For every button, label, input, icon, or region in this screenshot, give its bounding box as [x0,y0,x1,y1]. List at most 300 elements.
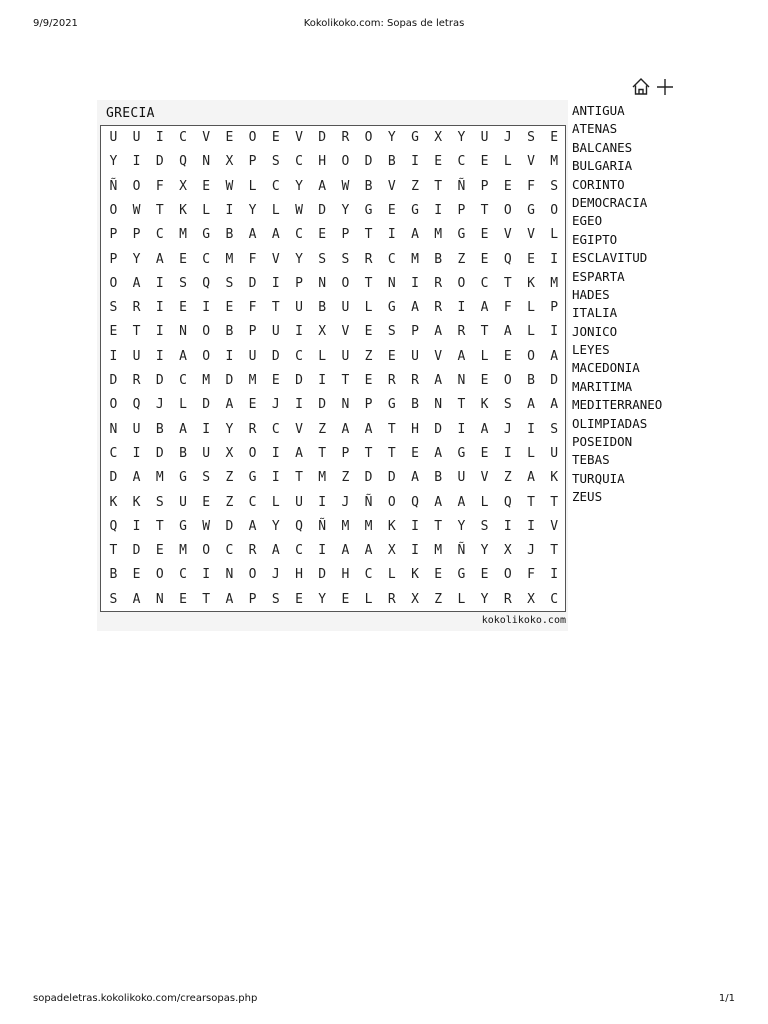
grid-cell[interactable]: C [457,154,466,170]
grid-cell[interactable]: U [132,421,141,437]
grid-cell[interactable]: G [457,227,466,243]
grid-cell[interactable]: D [550,373,559,388]
grid-cell[interactable]: K [387,518,396,534]
grid-cell[interactable]: L [387,567,396,583]
grid-cell[interactable]: R [457,324,466,340]
grid-cell[interactable]: I [271,470,280,486]
grid-cell[interactable]: Y [457,518,466,534]
grid-cell[interactable]: T [387,421,396,437]
grid-cell[interactable]: V [295,421,303,437]
grid-cell[interactable]: V [527,227,535,243]
grid-cell[interactable]: V [527,154,535,170]
grid-cell[interactable]: S [318,251,327,267]
grid-cell[interactable]: Y [225,421,234,437]
grid-cell[interactable]: Z [457,251,466,267]
grid-cell[interactable]: E [271,373,280,388]
grid-cell[interactable]: T [109,543,118,559]
grid-cell[interactable]: F [248,300,257,316]
grid-cell[interactable]: A [248,518,257,534]
grid-cell[interactable]: P [341,445,350,461]
grid-cell[interactable]: A [155,251,164,267]
grid-cell[interactable]: B [434,251,443,267]
grid-cell[interactable]: L [364,591,373,607]
grid-cell[interactable]: X [434,130,443,145]
grid-cell[interactable]: V [550,518,559,534]
grid-cell[interactable]: U [457,470,466,486]
grid-cell[interactable]: D [387,470,396,486]
grid-cell[interactable]: Z [364,348,373,364]
grid-cell[interactable]: I [202,300,211,316]
grid-cell[interactable]: D [318,397,327,413]
grid-cell[interactable]: C [225,543,234,559]
grid-cell[interactable]: O [109,202,118,218]
grid-cell[interactable]: Y [271,518,280,534]
grid-cell[interactable]: C [295,227,303,243]
grid-cell[interactable]: G [248,470,257,486]
grid-cell[interactable]: Q [179,154,187,170]
grid-cell[interactable]: A [411,227,419,243]
grid-cell[interactable]: M [364,518,373,534]
grid-cell[interactable]: A [411,300,419,316]
grid-cell[interactable]: B [179,445,187,461]
grid-cell[interactable]: O [248,445,257,461]
grid-cell[interactable]: S [109,591,118,607]
grid-cell[interactable]: G [387,397,396,413]
grid-cell[interactable]: H [411,421,419,437]
grid-cell[interactable]: A [179,421,187,437]
grid-cell[interactable]: A [434,373,443,388]
grid-cell[interactable]: O [341,154,350,170]
grid-cell[interactable]: E [202,178,211,194]
grid-cell[interactable]: V [202,130,211,145]
grid-cell[interactable]: K [109,494,118,510]
grid-cell[interactable]: S [550,178,559,194]
grid-cell[interactable]: E [480,227,489,243]
grid-cell[interactable]: C [271,421,280,437]
grid-cell[interactable]: D [318,567,327,583]
grid-cell[interactable]: M [341,518,350,534]
grid-cell[interactable]: J [271,567,280,583]
grid-cell[interactable]: L [271,494,280,510]
grid-cell[interactable]: R [503,591,512,607]
grid-cell[interactable]: I [202,421,211,437]
grid-cell[interactable]: X [225,445,234,461]
grid-cell[interactable]: M [225,251,234,267]
grid-cell[interactable]: Y [295,178,303,194]
grid-cell[interactable]: A [341,421,350,437]
grid-cell[interactable]: X [387,543,396,559]
grid-cell[interactable]: X [225,154,234,170]
grid-cell[interactable]: R [341,130,350,145]
grid-cell[interactable]: Ñ [364,494,373,510]
grid-cell[interactable]: E [503,348,512,364]
grid-cell[interactable]: N [202,154,211,170]
grid-cell[interactable]: Ñ [457,543,466,559]
grid-cell[interactable]: O [457,275,466,291]
grid-cell[interactable]: C [179,373,187,388]
grid-cell[interactable]: T [480,324,489,340]
grid-cell[interactable]: C [271,178,280,194]
grid-cell[interactable]: O [550,202,559,218]
grid-cell[interactable]: H [295,567,303,583]
grid-cell[interactable]: R [248,421,257,437]
grid-cell[interactable]: Q [503,251,512,267]
grid-cell[interactable]: O [202,543,211,559]
grid-cell[interactable]: O [341,275,350,291]
grid-cell[interactable]: T [527,494,535,510]
grid-cell[interactable]: S [179,275,187,291]
grid-cell[interactable]: K [179,202,187,218]
grid-cell[interactable]: Ñ [109,178,118,194]
grid-cell[interactable]: T [341,373,350,388]
grid-cell[interactable]: O [503,567,512,583]
grid-cell[interactable]: U [109,130,118,145]
grid-cell[interactable]: O [503,202,512,218]
grid-cell[interactable]: N [225,567,234,583]
grid-cell[interactable]: B [225,324,234,340]
grid-cell[interactable]: N [155,591,164,607]
grid-cell[interactable]: Z [341,470,350,486]
grid-cell[interactable]: C [179,567,187,583]
grid-cell[interactable]: S [155,494,164,510]
grid-cell[interactable]: X [318,324,327,340]
grid-cell[interactable]: I [550,567,559,583]
grid-cell[interactable]: Z [318,421,327,437]
grid-cell[interactable]: S [550,421,559,437]
grid-cell[interactable]: O [503,373,512,388]
grid-cell[interactable]: P [248,154,257,170]
grid-cell[interactable]: M [411,251,419,267]
grid-cell[interactable]: G [527,202,535,218]
grid-cell[interactable]: A [434,445,443,461]
grid-cell[interactable]: C [387,251,396,267]
grid-cell[interactable]: C [550,591,559,607]
grid-cell[interactable]: G [202,227,211,243]
grid-cell[interactable]: U [179,494,187,510]
grid-cell[interactable]: G [411,202,419,218]
grid-cell[interactable]: A [271,543,280,559]
grid-cell[interactable]: Ñ [457,178,466,194]
grid-cell[interactable]: T [202,591,211,607]
grid-cell[interactable]: B [411,397,419,413]
grid-cell[interactable]: E [434,567,443,583]
grid-cell[interactable]: Y [480,591,489,607]
grid-cell[interactable]: P [109,251,118,267]
grid-cell[interactable]: M [179,543,187,559]
grid-cell[interactable]: K [527,275,535,291]
grid-cell[interactable]: G [179,470,187,486]
grid-cell[interactable]: V [295,130,303,145]
grid-cell[interactable]: E [341,591,350,607]
grid-cell[interactable]: Q [503,494,512,510]
grid-cell[interactable]: D [434,421,443,437]
grid-cell[interactable]: Y [387,130,396,145]
grid-cell[interactable]: V [341,324,350,340]
grid-cell[interactable]: V [434,348,443,364]
grid-cell[interactable]: P [364,397,373,413]
grid-cell[interactable]: T [295,470,303,486]
grid-cell[interactable]: S [202,470,211,486]
grid-cell[interactable]: L [550,227,559,243]
grid-cell[interactable]: M [318,470,327,486]
grid-cell[interactable]: O [109,275,118,291]
grid-cell[interactable]: I [387,227,396,243]
grid-cell[interactable]: X [503,543,512,559]
grid-cell[interactable]: I [132,518,141,534]
grid-cell[interactable]: V [387,178,396,194]
grid-cell[interactable]: C [295,348,303,364]
grid-cell[interactable]: Z [503,470,512,486]
grid-cell[interactable]: I [411,518,419,534]
grid-cell[interactable]: U [248,348,257,364]
grid-cell[interactable]: A [132,591,141,607]
grid-cell[interactable]: O [248,567,257,583]
grid-cell[interactable]: E [364,373,373,388]
grid-cell[interactable]: E [480,251,489,267]
grid-cell[interactable]: G [457,567,466,583]
grid-cell[interactable]: A [411,470,419,486]
grid-cell[interactable]: G [179,518,187,534]
grid-cell[interactable]: T [480,202,489,218]
grid-cell[interactable]: A [527,397,535,413]
grid-cell[interactable]: A [364,421,373,437]
grid-cell[interactable]: L [480,494,489,510]
grid-cell[interactable]: T [434,178,443,194]
grid-cell[interactable]: W [225,178,234,194]
grid-cell[interactable]: P [411,324,419,340]
grid-cell[interactable]: A [271,227,280,243]
grid-cell[interactable]: E [503,178,512,194]
grid-cell[interactable]: U [295,300,303,316]
grid-cell[interactable]: I [132,154,141,170]
grid-cell[interactable]: A [179,348,187,364]
grid-cell[interactable]: D [155,445,164,461]
grid-cell[interactable]: T [457,397,466,413]
grid-cell[interactable]: T [155,518,164,534]
grid-cell[interactable]: D [225,518,234,534]
grid-cell[interactable]: C [480,275,489,291]
grid-cell[interactable]: C [155,227,164,243]
grid-cell[interactable]: V [503,227,512,243]
grid-cell[interactable]: A [364,543,373,559]
grid-cell[interactable]: U [341,348,350,364]
grid-cell[interactable]: I [411,154,419,170]
grid-cell[interactable]: I [155,348,164,364]
grid-cell[interactable]: E [179,300,187,316]
grid-cell[interactable]: Z [225,470,234,486]
grid-cell[interactable]: N [457,373,466,388]
grid-cell[interactable]: D [295,373,303,388]
grid-cell[interactable]: F [503,300,512,316]
grid-cell[interactable]: K [411,567,419,583]
grid-cell[interactable]: C [364,567,373,583]
grid-cell[interactable]: Q [202,275,211,291]
grid-cell[interactable]: Ñ [318,518,327,534]
grid-cell[interactable]: I [457,300,466,316]
grid-cell[interactable]: A [132,470,141,486]
grid-cell[interactable]: J [155,397,164,413]
grid-cell[interactable]: W [341,178,350,194]
grid-cell[interactable]: U [295,494,303,510]
grid-cell[interactable]: A [132,275,141,291]
grid-cell[interactable]: T [271,300,280,316]
grid-cell[interactable]: E [318,227,327,243]
grid-cell[interactable]: I [527,421,535,437]
grid-cell[interactable]: A [457,494,466,510]
grid-cell[interactable]: P [457,202,466,218]
grid-cell[interactable]: Y [295,251,303,267]
grid-cell[interactable]: J [341,494,350,510]
grid-cell[interactable]: E [411,445,419,461]
grid-cell[interactable]: R [132,300,141,316]
grid-cell[interactable]: T [434,518,443,534]
grid-cell[interactable]: P [132,227,141,243]
grid-cell[interactable]: G [411,130,419,145]
grid-cell[interactable]: S [480,518,489,534]
grid-cell[interactable]: R [387,373,396,388]
grid-cell[interactable]: U [480,130,489,145]
grid-cell[interactable]: R [248,543,257,559]
grid-cell[interactable]: A [527,470,535,486]
grid-cell[interactable]: M [550,154,559,170]
grid-cell[interactable]: A [341,543,350,559]
grid-cell[interactable]: I [318,373,327,388]
grid-cell[interactable]: K [550,470,559,486]
grid-cell[interactable]: A [225,591,234,607]
grid-cell[interactable]: E [179,251,187,267]
grid-cell[interactable]: D [155,373,164,388]
grid-cell[interactable]: T [364,227,373,243]
grid-cell[interactable]: N [387,275,396,291]
grid-cell[interactable]: I [318,543,327,559]
grid-cell[interactable]: D [364,154,373,170]
grid-cell[interactable]: E [225,130,234,145]
grid-cell[interactable]: X [179,178,187,194]
grid-cell[interactable]: J [271,397,280,413]
grid-cell[interactable]: Y [248,202,257,218]
grid-cell[interactable]: U [132,348,141,364]
grid-cell[interactable]: B [387,154,396,170]
grid-cell[interactable]: I [202,567,211,583]
grid-cell[interactable]: T [155,202,164,218]
grid-cell[interactable]: O [132,178,141,194]
grid-cell[interactable]: S [109,300,118,316]
grid-cell[interactable]: A [248,227,257,243]
grid-cell[interactable]: I [527,518,535,534]
grid-cell[interactable]: S [387,324,396,340]
grid-cell[interactable]: F [527,567,535,583]
grid-cell[interactable]: L [364,300,373,316]
grid-cell[interactable]: I [271,275,280,291]
grid-cell[interactable]: O [202,348,211,364]
grid-cell[interactable]: Y [457,130,466,145]
grid-cell[interactable]: E [480,567,489,583]
grid-cell[interactable]: X [411,591,419,607]
grid-cell[interactable]: G [387,300,396,316]
grid-cell[interactable]: U [202,445,211,461]
grid-cell[interactable]: D [225,373,234,388]
grid-cell[interactable]: S [271,154,280,170]
grid-cell[interactable]: E [179,591,187,607]
grid-cell[interactable]: E [202,494,211,510]
grid-cell[interactable]: T [503,275,512,291]
grid-cell[interactable]: N [109,421,118,437]
grid-cell[interactable]: E [132,567,141,583]
grid-cell[interactable]: Q [411,494,419,510]
grid-cell[interactable]: N [318,275,327,291]
grid-cell[interactable]: G [457,445,466,461]
grid-cell[interactable]: A [318,178,327,194]
grid-cell[interactable]: Y [480,543,489,559]
grid-cell[interactable]: O [248,130,257,145]
grid-cell[interactable]: L [248,178,257,194]
grid-cell[interactable]: X [527,591,535,607]
grid-cell[interactable]: D [271,348,280,364]
grid-cell[interactable]: L [480,348,489,364]
grid-cell[interactable]: I [318,494,327,510]
grid-cell[interactable]: P [341,227,350,243]
grid-cell[interactable]: E [155,543,164,559]
grid-cell[interactable]: L [527,324,535,340]
grid-cell[interactable]: J [503,421,512,437]
grid-cell[interactable]: J [503,130,512,145]
grid-cell[interactable]: B [364,178,373,194]
grid-cell[interactable]: I [155,130,164,145]
grid-cell[interactable]: B [225,227,234,243]
grid-cell[interactable]: K [132,494,141,510]
grid-cell[interactable]: I [155,275,164,291]
grid-cell[interactable]: O [202,324,211,340]
grid-cell[interactable]: D [202,397,211,413]
grid-cell[interactable]: M [434,543,443,559]
grid-cell[interactable]: C [202,251,211,267]
grid-cell[interactable]: P [109,227,118,243]
grid-cell[interactable]: U [271,324,280,340]
grid-cell[interactable]: E [387,202,396,218]
grid-cell[interactable]: C [248,494,257,510]
grid-cell[interactable]: M [202,373,211,388]
grid-cell[interactable]: T [387,445,396,461]
grid-cell[interactable]: U [341,300,350,316]
grid-cell[interactable]: E [271,130,280,145]
grid-cell[interactable]: I [411,275,419,291]
grid-cell[interactable]: U [132,130,141,145]
grid-cell[interactable]: E [480,154,489,170]
grid-cell[interactable]: P [480,178,489,194]
grid-cell[interactable]: Y [341,202,350,218]
grid-cell[interactable]: I [503,445,512,461]
grid-cell[interactable]: R [364,251,373,267]
grid-cell[interactable]: D [109,373,118,388]
grid-cell[interactable]: A [550,348,559,364]
grid-cell[interactable]: S [341,251,350,267]
grid-cell[interactable]: E [527,251,535,267]
grid-cell[interactable]: B [318,300,327,316]
grid-cell[interactable]: C [295,154,303,170]
grid-cell[interactable]: P [295,275,303,291]
grid-cell[interactable]: D [248,275,257,291]
grid-cell[interactable]: L [503,154,512,170]
grid-cell[interactable]: F [248,251,257,267]
grid-cell[interactable]: I [411,543,419,559]
grid-cell[interactable]: Y [109,154,118,170]
grid-cell[interactable]: O [364,130,373,145]
grid-cell[interactable]: A [457,348,466,364]
grid-cell[interactable]: B [527,373,535,388]
grid-cell[interactable]: E [434,154,443,170]
grid-cell[interactable]: D [318,130,327,145]
grid-cell[interactable]: A [225,397,234,413]
